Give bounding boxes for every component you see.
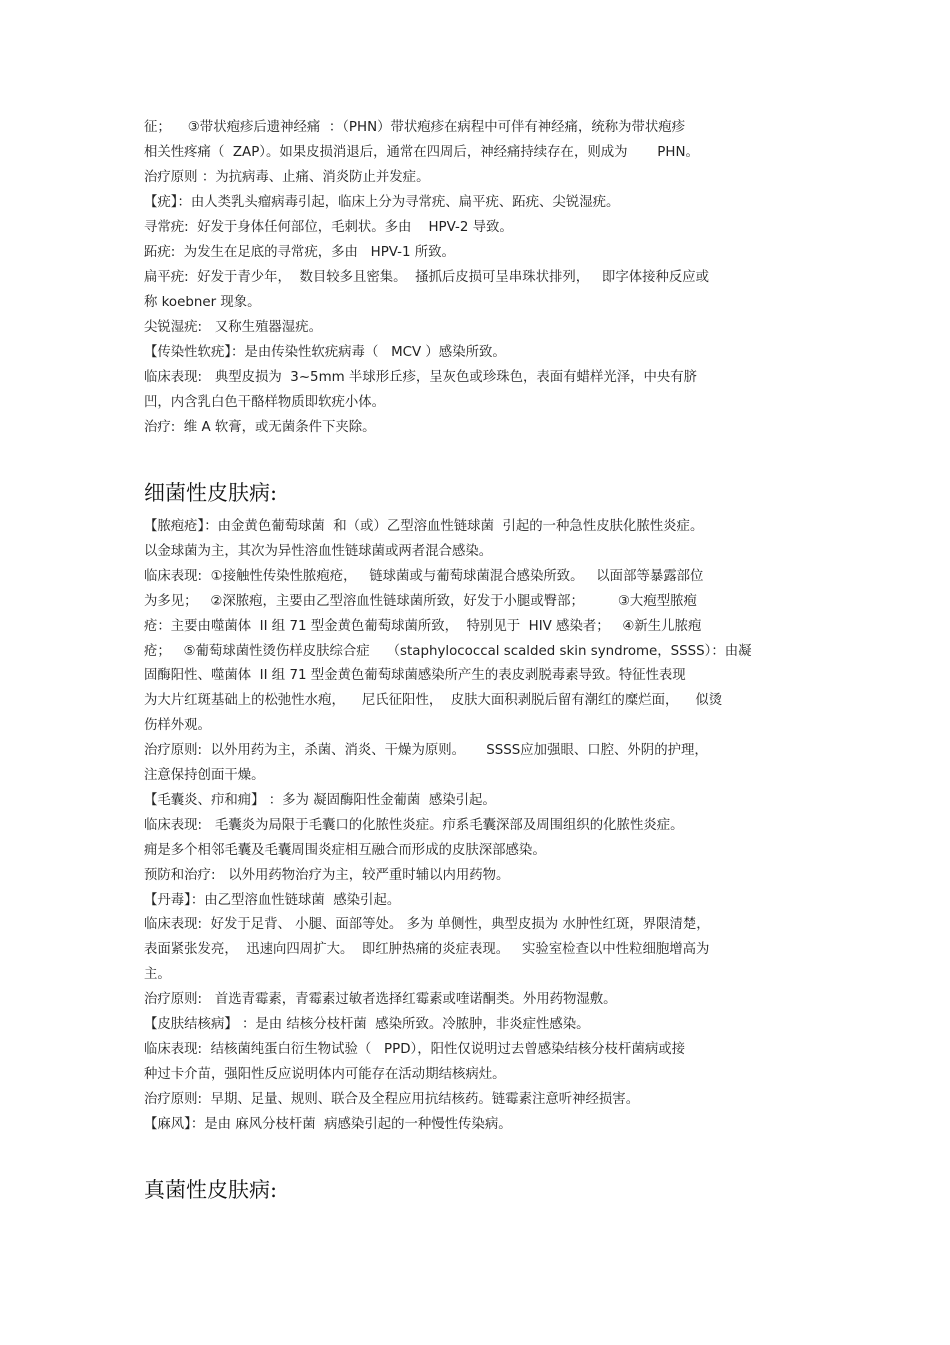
text-line: 固酶阳性、噬菌体 II 组 71 型金黄色葡萄球菌感染所产生的表皮剥脱毒素导致。特征性表现 xyxy=(144,668,686,684)
text-line: 主。 xyxy=(144,967,171,983)
text-line: 临床表现: ①接触性传染性脓疱疮， 链球菌或与葡萄球菌混合感染所致。 以面部等暴露部位 xyxy=(144,568,704,584)
text-line: 临床表现: 典型皮损为 3~5mm 半球形丘疹，呈灰色或珍珠色，表面有蜡样光泽，中央有脐 xyxy=(144,370,698,385)
text-line: 种过卡介苗，强阳性反应说明体内可能存在活动期结核病灶。 xyxy=(144,1066,506,1082)
text-line: 称 koebner 现象。 xyxy=(144,295,261,310)
text-line: 治疗原则 ：为抗病毒、止痛、消炎防止并发症。 xyxy=(144,170,430,185)
text-line: 伤样外观。 xyxy=(144,718,211,734)
text-line: 临床表现: 毛囊炎为局限于毛囊口的化脓性炎症。疖系毛囊深部及周围组织的化脓性炎症。 xyxy=(144,817,684,833)
text-line: 临床表现: 好发于足背、 小腿、面部等处。 多为 单侧性，典型皮损为 水肿性红斑，界限清楚， xyxy=(144,917,710,933)
text-line: 痈是多个相邻毛囊及毛囊周围炎症相互融合而形成的皮肤深部感染。 xyxy=(144,842,546,858)
text-line: 治疗原则: 以外用药为主，杀菌、消炎、干燥为原则。 SSSS应加强眼、口腔、外阴的护理， xyxy=(144,743,708,759)
text-line: 【皮肤结核病】 ：是由 结核分枝杆菌 感染所致。冷脓肿，非炎症性感染。 xyxy=(144,1017,590,1032)
text-line: 疮； ⑤葡萄球菌性烫伤样皮肤综合症 （staphylococcal scalded skin syndrome，SSSS）：由凝 xyxy=(144,643,752,659)
text-line: 寻常疣: 好发于身体任何部位，毛刺状。多由 HPV-2 导致。 xyxy=(144,220,513,235)
text-line: 疮：主要由噬菌体 II 组 71 型金黄色葡萄球菌所致， 特别见于 HIV 感染者； ④新生儿脓疱 xyxy=(144,618,702,634)
text-line: 征； ③带状疱疹后遗神经痛 ：（PHN）带状疱疹在病程中可伴有神经痛，统称为带状疱疹 xyxy=(144,120,686,135)
text-line: 治疗原则: 首选青霉素，青霉素过敏者选择红霉素或喹诺酮类。外用药物湿敷。 xyxy=(144,992,617,1008)
text-line: 跖疣: 为发生在足底的寻常疣，多由 HPV-1 所致。 xyxy=(144,245,455,260)
text-line: 凹，内含乳白色干酪样物质即软疣小体。 xyxy=(144,395,386,410)
heading-bacterial: 细菌性皮肤病: xyxy=(144,481,278,505)
text-line: 【毛囊炎、疖和痈】 ：多为 凝固酶阳性金葡菌 感染引起。 xyxy=(144,792,496,808)
text-line: 【脓疱疮】：由金黄色葡萄球菌 和（或）乙型溶血性链球菌 引起的一种急性皮肤化脓性炎症。 xyxy=(144,519,704,534)
text-line: 尖锐湿疣: 又称生殖器湿疣。 xyxy=(144,320,322,335)
text-line: 为多见； ②深脓疱，主要由乙型溶血性链球菌所致，好发于小腿或臀部； ③大疱型脓疱 xyxy=(144,593,697,609)
text-line: 治疗: 维 A 软膏，或无菌条件下夹除。 xyxy=(144,420,376,435)
text-line: 以金球菌为主，其次为异性溶血性链球菌或两者混合感染。 xyxy=(144,543,493,559)
text-line: 治疗原则: 早期、足量、规则、联合及全程应用抗结核药。链霉素注意听神经损害。 xyxy=(144,1091,640,1107)
text-line: 【传染性软疣】：是由传染性软疣病毒（ MCV ）感染所致。 xyxy=(144,345,506,360)
text-line: 预防和治疗: 以外用药物治疗为主，较严重时辅以内用药物。 xyxy=(144,867,510,883)
heading-fungal: 真菌性皮肤病: xyxy=(144,1178,278,1202)
text-line: 临床表现: 结核菌纯蛋白衍生物试验（ PPD），阳性仅说明过去曾感染结核分枝杆菌病或接 xyxy=(144,1041,686,1057)
text-line: 表面紧张发亮， 迅速向四周扩大。 即红肿热痛的炎症表现。 实验室检查以中性粒细胞增高为 xyxy=(144,942,710,958)
text-line: 扁平疣: 好发于青少年， 数目较多且密集。 搔抓后皮损可呈串珠状排列， 即字体接种反应或 xyxy=(144,270,710,285)
text-line: 相关性疼痛（ ZAP）。如果皮损消退后，通常在四周后，神经痛持续存在，则成为 PHN。 xyxy=(144,145,699,160)
text-line: 【疣】：由人类乳头瘤病毒引起，临床上分为寻常疣、扁平疣、跖疣、尖锐湿疣。 xyxy=(144,195,620,210)
text-line: 【麻风】：是由 麻风分枝杆菌 病感染引起的一种慢性传染病。 xyxy=(144,1116,512,1132)
text-line: 为大片红斑基础上的松弛性水疱， 尼氏征阳性， 皮肤大面积剥脱后留有潮红的糜烂面， 似烫 xyxy=(144,693,723,709)
text-line: 【丹毒】：由乙型溶血性链球菌 感染引起。 xyxy=(144,892,401,908)
text-line: 注意保持创面干燥。 xyxy=(144,768,265,783)
